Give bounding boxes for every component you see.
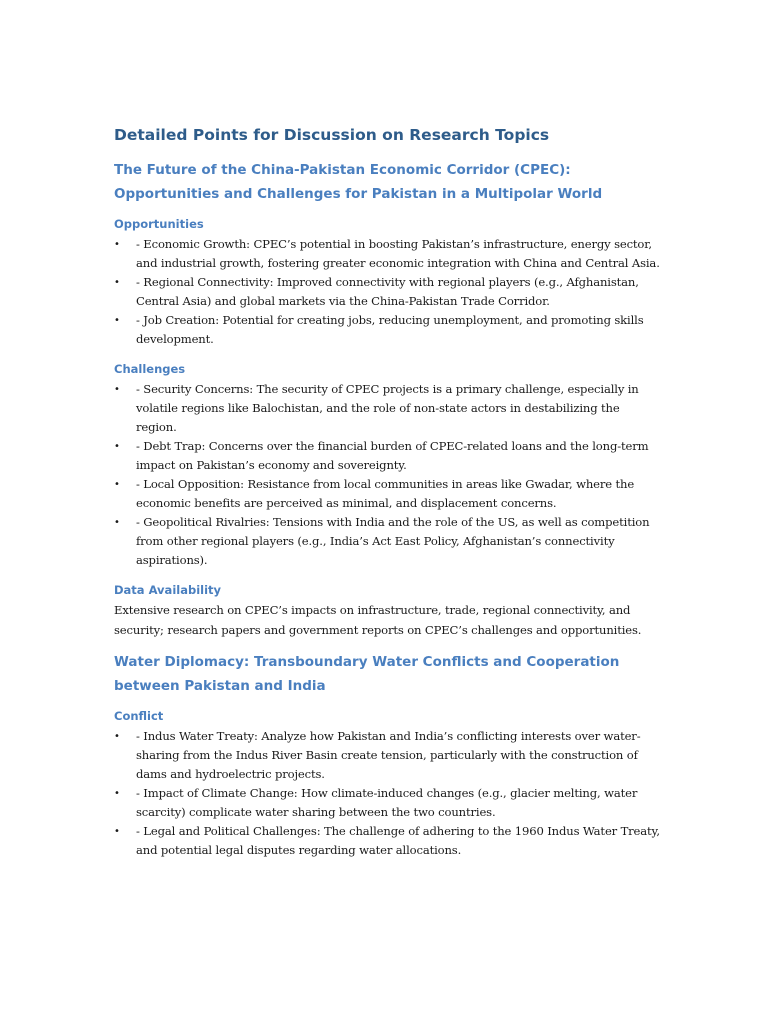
opportunities-heading: Opportunities bbox=[114, 217, 204, 231]
list-item-text: - Legal and Political Challenges: The challenge of adhering to the 1960 Indus Water Treaty, and potential legal disputes regarding water allocations. bbox=[136, 824, 660, 857]
list-item bbox=[114, 437, 662, 475]
topic-cpec-heading: The Future of the China-Pakistan Economic Corridor (CPEC): Opportunities and Challenges for Pakistan in a Multipolar World bbox=[114, 162, 603, 202]
data-availability-heading: Data Availability bbox=[114, 583, 222, 597]
bullet-icon: • bbox=[114, 384, 120, 395]
list-item-text: - Security Concerns: The security of CPEC projects is a primary challenge, especially in volatile regions like Balochistan, and the role of non-state actors in destabilizing the region. bbox=[136, 382, 639, 434]
list-item-text: - Job Creation: Potential for creating jobs, reducing unemployment, and promoting skills development. bbox=[136, 313, 644, 346]
list-item bbox=[114, 513, 662, 570]
list-item-text: - Impact of Climate Change: How climate-induced changes (e.g., glacier melting, water scarcity) complicate water sharing between the two countries. bbox=[136, 786, 638, 819]
data-availability-text: Extensive research on CPEC’s impacts on infrastructure, trade, regional connectivity, and security; research papers and government reports on CPEC’s challenges and opportunities. bbox=[114, 603, 642, 637]
list-item bbox=[114, 822, 662, 860]
list-item-text: - Local Opposition: Resistance from local communities in areas like Gwadar, where the economic benefits are perceived as minimal, and displacement concerns. bbox=[136, 477, 635, 510]
bullet-icon: • bbox=[114, 479, 120, 490]
bullet-icon: • bbox=[114, 277, 120, 288]
conflict-list bbox=[114, 727, 662, 860]
list-item bbox=[114, 235, 662, 273]
bullet-icon: • bbox=[114, 826, 120, 837]
list-item bbox=[114, 380, 662, 437]
list-item-text: - Regional Connectivity: Improved connectivity with regional players (e.g., Afghanistan, Central Asia) and global markets via the China-Pakistan Trade Corridor. bbox=[136, 275, 639, 308]
list-item bbox=[114, 273, 662, 311]
list-item bbox=[114, 475, 662, 513]
bullet-icon: • bbox=[114, 239, 120, 250]
list-item-text: - Debt Trap: Concerns over the financial burden of CPEC-related loans and the long-term impact on Pakistan’s economy and sovereignty. bbox=[136, 439, 649, 472]
bullet-icon: • bbox=[114, 788, 120, 799]
challenges-heading: Challenges bbox=[114, 362, 186, 376]
list-item bbox=[114, 784, 662, 822]
bullet-icon: • bbox=[114, 517, 120, 528]
challenges-list bbox=[114, 380, 662, 570]
list-item-text: - Indus Water Treaty: Analyze how Pakistan and India’s conflicting interests over water-sharing from the Indus River Basin create tension, particularly with the construction of dams and hydroelectric projects. bbox=[136, 729, 641, 781]
list-item bbox=[114, 727, 662, 784]
bullet-icon: • bbox=[114, 731, 120, 742]
document-title: Detailed Points for Discussion on Research Topics bbox=[114, 126, 550, 144]
list-item-text: - Economic Growth: CPEC’s potential in boosting Pakistan’s infrastructure, energy sector, and industrial growth, fostering greater economic integration with China and Central Asia. bbox=[136, 237, 660, 270]
list-item-text: - Geopolitical Rivalries: Tensions with India and the role of the US, as well as competition from other regional players (e.g., India’s Act East Policy, Afghanistan’s connectivity aspirations). bbox=[136, 515, 650, 567]
document-body bbox=[114, 124, 662, 860]
bullet-icon: • bbox=[114, 441, 120, 452]
conflict-heading: Conflict bbox=[114, 709, 164, 723]
bullet-icon: • bbox=[114, 315, 120, 326]
topic-water-heading: Water Diplomacy: Transboundary Water Conflicts and Cooperation between Pakistan and India bbox=[114, 654, 620, 694]
list-item bbox=[114, 311, 662, 349]
opportunities-list bbox=[114, 235, 662, 349]
